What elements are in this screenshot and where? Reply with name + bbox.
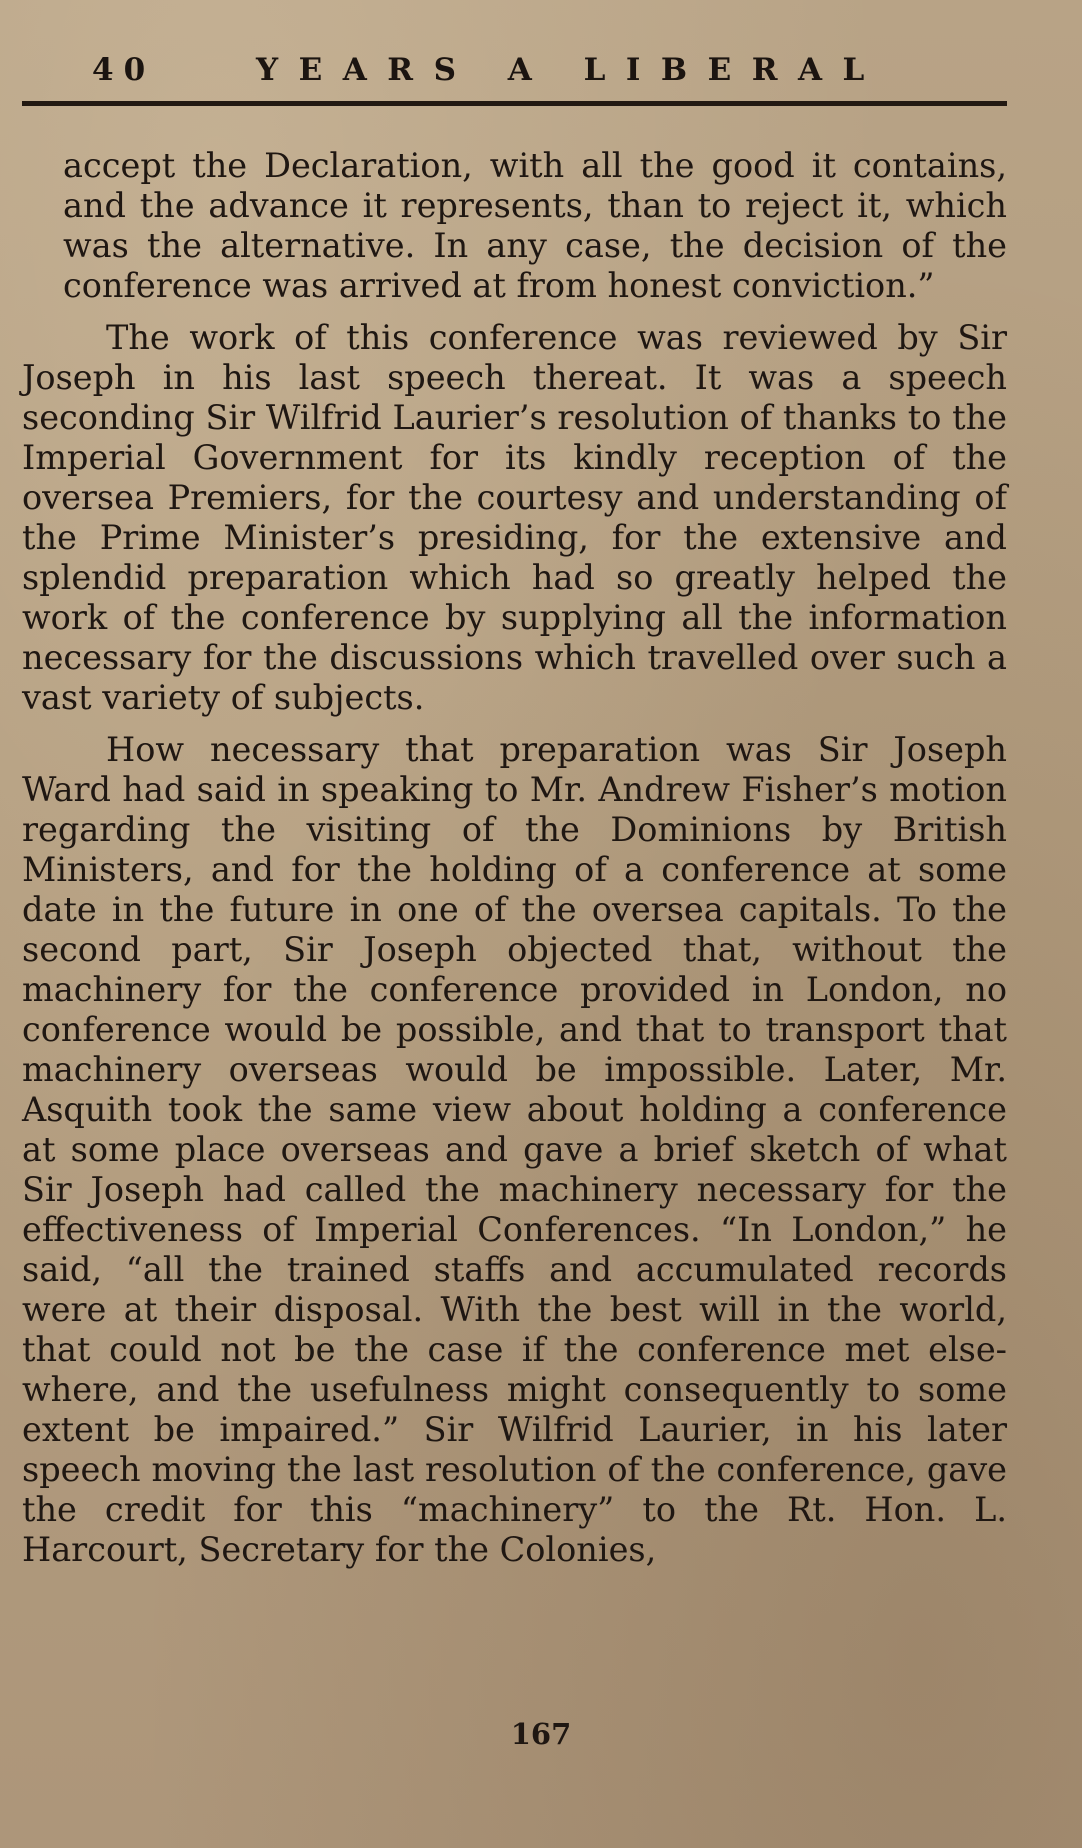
- running-head-page-number: 40: [92, 52, 156, 88]
- running-head: [22, 52, 1007, 92]
- header-rule: [22, 101, 1007, 106]
- paragraph: How necessary that preparation was Sir Joseph Ward had said in speaking to Mr. Andrew Fisher’s motion regarding the visiting of the Dominions by British Ministers, and for the holding of a conference at some date in the future in one of the oversea capitals. To the second part, Sir Joseph objected that, without the machinery for the conference provided in London, no conference would be possible, and that to transport that machinery overseas would be impossible. Later, Mr. Asquith took the same view about holding a conference at some place overseas and gave a brief sketch of what Sir Joseph had called the machinery necessary for the effectiveness of Imperial Conferences. “In London,” he said, “all the trained staffs and accumulated records were at their disposal. With the best will in the world, that could not be the case if the conference met elsewhere, and the usefulness might consequently to some extent be impaired.” Sir Wilfrid Laurier, in his later speech moving the last resolution of the conference, gave the credit for this “machinery” to the Rt. Hon. L. Harcourt, Secretary for the Colonies,: [22, 730, 1007, 1569]
- folio-page-number: 167: [510, 1717, 572, 1751]
- paragraph-continued: accept the Declaration, with all the good it contains, and the advance it represents, than to reject it, which was the alternative. In any case, the decision of the conference was arrived at from honest conviction.”: [63, 146, 1007, 305]
- running-head-title: YEARS A LIBERAL: [256, 52, 885, 88]
- body-text: [22, 146, 1007, 1582]
- paragraph: The work of this conference was reviewed by Sir Joseph in his last speech thereat. It was a speech seconding Sir Wilfrid Laurier’s resolution of thanks to the Imperial Government for its kindly reception of the oversea Premiers, for the courtesy and understanding of the Prime Minister’s presiding, for the extensive and splendid preparation which had so greatly helped the work of the conference by supplying all the information necessary for the discussions which travelled over such a vast variety of subjects.: [22, 318, 1007, 717]
